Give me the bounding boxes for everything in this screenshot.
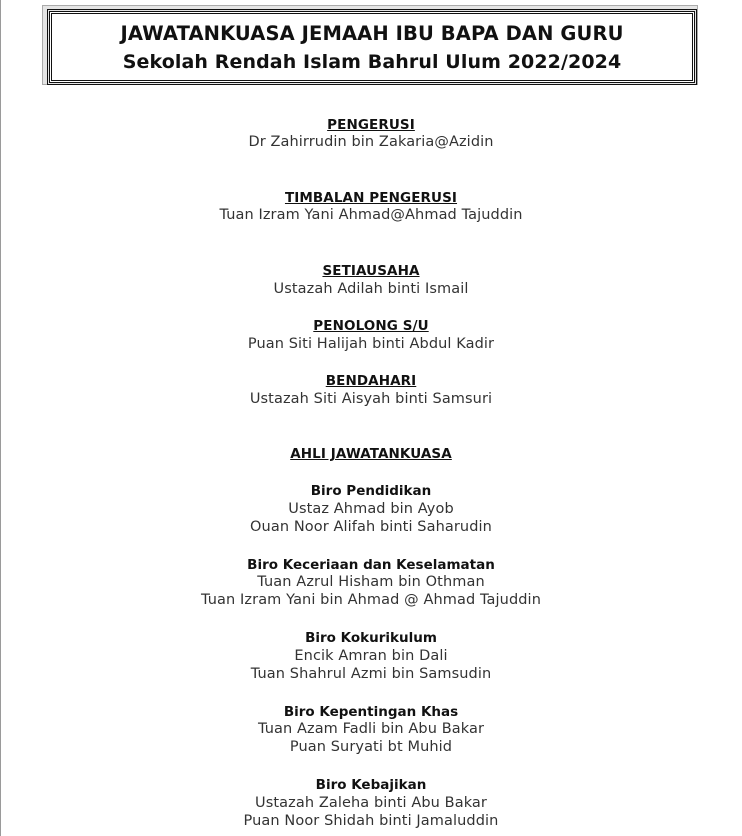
- bendahari-name: Ustazah Siti Aisyah binti Samsuri: [249, 391, 493, 407]
- document-title: JAWATANKUASA JEMAAH IBU BAPA DAN GURU: [120, 22, 624, 45]
- setiausaha-heading: SETIAUSAHA: [322, 263, 420, 279]
- biro-member: Ouan Noor Alifah binti Saharudin: [250, 519, 492, 535]
- biro-kepentingan-khas-heading: Biro Kepentingan Khas: [283, 704, 459, 720]
- biro-member: Puan Noor Shidah binti Jamaluddin: [243, 813, 499, 829]
- penolong-su-name: Puan Siti Halijah binti Abdul Kadir: [247, 336, 495, 352]
- document-subtitle: Sekolah Rendah Islam Bahrul Ulum 2022/2024: [122, 51, 622, 73]
- biro-pendidikan-heading: Biro Pendidikan: [310, 483, 432, 499]
- biro-member: Puan Suryati bt Muhid: [289, 739, 453, 755]
- pengerusi-heading: PENGERUSI: [327, 117, 415, 133]
- biro-kebajikan-heading: Biro Kebajikan: [315, 777, 427, 793]
- pengerusi-name: Dr Zahirrudin bin Zakaria@Azidin: [248, 134, 494, 150]
- setiausaha-name: Ustazah Adilah binti Ismail: [273, 281, 469, 297]
- biro-kokurikulum-heading: Biro Kokurikulum: [305, 630, 437, 646]
- title-box: [49, 11, 695, 83]
- biro-member: Tuan Shahrul Azmi bin Samsudin: [250, 666, 492, 682]
- timbalan-pengerusi-name: Tuan Izram Yani Ahmad@Ahmad Tajuddin: [219, 207, 523, 223]
- penolong-su-heading: PENOLONG S/U: [313, 318, 429, 334]
- biro-member: Ustazah Zaleha binti Abu Bakar: [255, 795, 487, 811]
- ahli-jawatankuasa-heading: AHLI JAWATANKUASA: [290, 446, 452, 462]
- biro-member: Ustaz Ahmad bin Ayob: [288, 501, 454, 517]
- biro-member: Tuan Azrul Hisham bin Othman: [257, 574, 485, 590]
- bendahari-heading: BENDAHARI: [325, 373, 417, 389]
- biro-member: Encik Amran bin Dali: [294, 648, 448, 664]
- biro-member: Tuan Izram Yani bin Ahmad @ Ahmad Tajuddin: [201, 592, 541, 608]
- biro-keceriaan-heading: Biro Keceriaan dan Keselamatan: [247, 557, 495, 573]
- timbalan-pengerusi-heading: TIMBALAN PENGERUSI: [284, 190, 458, 206]
- biro-member: Tuan Azam Fadli bin Abu Bakar: [257, 721, 485, 737]
